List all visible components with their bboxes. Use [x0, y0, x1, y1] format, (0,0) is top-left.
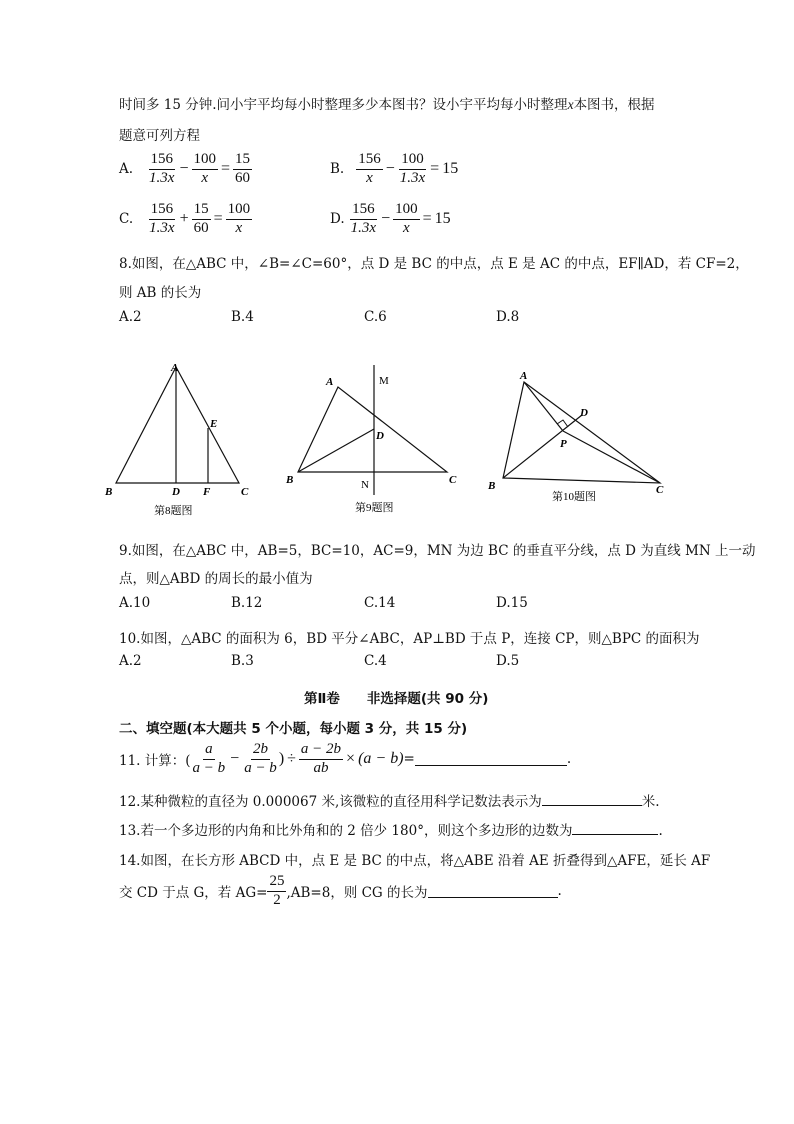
fig8-label-a: A [171, 362, 179, 374]
fig10-label-c: C [656, 484, 664, 496]
fig8-label-f: F [203, 486, 211, 498]
q8-option-a[interactable]: A.2 [119, 309, 142, 325]
q11: 11. 计算：( $\frac{a}{a - b}$ − $\frac{2b}{a - b}$ ) ÷ $\frac{a - 2b}{ab}$ × (a − b) = . [119, 741, 572, 776]
fig10-caption: 第10题图 [552, 491, 596, 503]
q13: 13.若一个多边形的内角和比外角和的 2 倍少 180°，则这个多边形的边数为 . [119, 823, 663, 839]
fig9-label-m: M [379, 375, 389, 387]
fig10-label-a: A [520, 370, 528, 382]
section-fill-in-blank: 二、填空题(本大题共 5 个小题，每小题 3 分，共 15 分) [119, 721, 468, 737]
fig9-label-n: N [361, 479, 369, 491]
q9-option-c[interactable]: C.14 [364, 595, 396, 611]
q7-text-line1: 时间多 15 分钟.问小宇平均每小时整理多少本图书？设小宇平均每小时整理x本图书，根据 [119, 97, 655, 113]
q9-text-line2: 点，则△ABD 的周长的最小值为 [119, 571, 313, 587]
fig9-label-b: B [286, 474, 294, 486]
fig8-caption: 第8题图 [154, 505, 193, 517]
fig8-label-b: B [105, 486, 113, 498]
figure-9 [285, 365, 457, 514]
q7-option-b[interactable]: B. $\frac{156}{x}$ − $\frac{100}{1.3x}$ = 15 [330, 151, 459, 186]
q14-text-line2: 交 CD 于点 G，若 AG= $\frac{25}{2}$ ,AB=8，则 CG 的长为 . [119, 873, 562, 908]
q7-option-d[interactable]: D. $\frac{156}{1.3x}$ − $\frac{100}{x}$ = 15 [330, 201, 451, 236]
q10-option-c[interactable]: C.4 [364, 653, 387, 669]
fig10-label-p: P [560, 438, 567, 450]
q10-option-d[interactable]: D.5 [496, 653, 520, 669]
fig10-label-d: D [580, 407, 588, 419]
q8-option-d[interactable]: D.8 [496, 309, 520, 325]
q9-option-a[interactable]: A.10 [119, 595, 151, 611]
q13-answer-blank[interactable] [572, 822, 658, 835]
q7-option-a[interactable]: A. $\frac{156}{1.3x}$ − $\frac{100}{x}$ = $\frac{15}{60}$ [119, 151, 251, 186]
figure-8 [104, 362, 249, 517]
figures-panel [100, 355, 680, 525]
q12-answer-blank[interactable] [542, 793, 642, 806]
figure-10 [487, 370, 664, 503]
fig10-label-b: B [488, 480, 496, 492]
fig8-label-d: D [172, 486, 180, 498]
q9-option-b[interactable]: B.12 [231, 595, 263, 611]
q12: 12.某种微粒的直径为 0.000067 米,该微粒的直径用科学记数法表示为 米. [119, 794, 660, 810]
q8-text-line2: 则 AB 的长为 [119, 285, 202, 301]
part2-title: 第Ⅱ卷 非选择题(共 90 分) [304, 691, 489, 707]
fig9-caption: 第9题图 [355, 502, 394, 514]
q8-option-b[interactable]: B.4 [231, 309, 254, 325]
fig9-label-c: C [449, 474, 457, 486]
q11-answer-blank[interactable] [415, 753, 567, 766]
q14-answer-blank[interactable] [428, 885, 558, 898]
q10-text-line1: 10.如图，△ABC 的面积为 6，BD 平分∠ABC，AP⊥BD 于点 P，连接 CP，则△BPC 的面积为 [119, 631, 700, 647]
q7-text-line2: 题意可列方程 [119, 128, 200, 144]
q14-text-line1: 14.如图，在长方形 ABCD 中，点 E 是 BC 的中点，将△ABE 沿着 AE 折叠得到△AFE，延长 AF [119, 853, 711, 869]
fig8-label-e: E [210, 418, 218, 430]
q9-option-d[interactable]: D.15 [496, 595, 528, 611]
q10-option-b[interactable]: B.3 [231, 653, 254, 669]
fig9-label-a: A [326, 376, 334, 388]
q8-text-line1: 8.如图，在△ABC 中，∠B=∠C=60°，点 D 是 BC 的中点，点 E 是 AC 的中点，EF∥AD，若 CF=2， [119, 256, 749, 272]
q10-option-a[interactable]: A.2 [119, 653, 142, 669]
fig9-label-d: D [376, 430, 384, 442]
q7-option-c[interactable]: C. $\frac{156}{1.3x}$ + $\frac{15}{60}$ = $\frac{100}{x}$ [119, 201, 251, 236]
q8-option-c[interactable]: C.6 [364, 309, 387, 325]
q9-text-line1: 9.如图，在△ABC 中，AB=5，BC=10，AC=9，MN 为边 BC 的垂直平分线，点 D 为直线 MN 上一动 [119, 543, 756, 559]
fig8-label-c: C [241, 486, 249, 498]
